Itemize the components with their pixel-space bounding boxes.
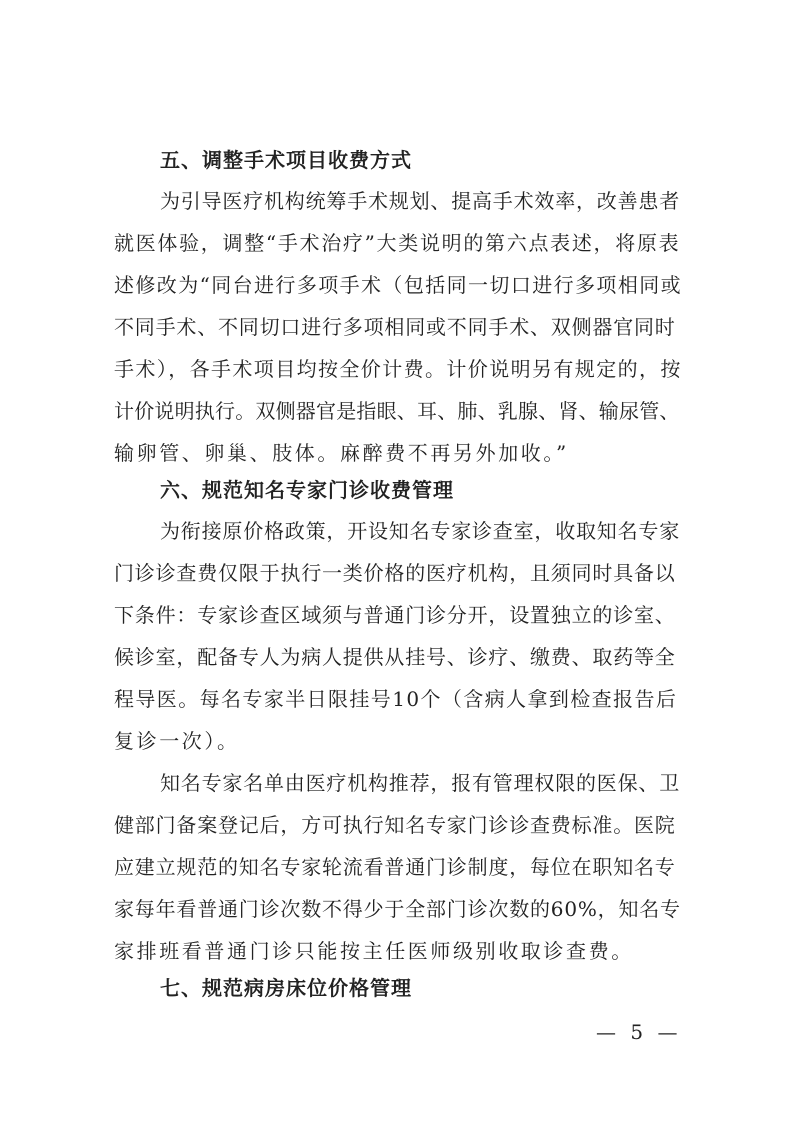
paragraph-line: 就医体验，调整“手术治疗”大类说明的第六点表述，将原表 — [114, 231, 681, 255]
paragraph-line: 应建立规范的知名专家轮流看普通门诊制度，每位在职知名专 — [114, 855, 676, 879]
paragraph-line: 计价说明执行。双侧器官是指眼、耳、肺、乳腺、肾、输尿管、 — [114, 399, 680, 423]
page-number: — 5 — — [596, 1020, 682, 1044]
section-heading-6: 六、规范知名专家门诊收费管理 — [160, 478, 454, 502]
paragraph-line: 下条件：专家诊查区域须与普通门诊分开，设置独立的诊室、 — [114, 603, 676, 627]
section-heading-5: 五、调整手术项目收费方式 — [160, 148, 412, 172]
paragraph-line: 输卵管、卵巢、肢体。麻醉费不再另外加收。” — [114, 441, 569, 465]
paragraph-line: 门诊诊查费仅限于执行一类价格的医疗机构，且须同时具备以 — [114, 561, 676, 585]
paragraph-line: 知名专家名单由医疗机构推荐，报有管理权限的医保、卫 — [160, 771, 680, 795]
paragraph-line: 家排班看普通门诊只能按主任医师级别收取诊查费。 — [114, 939, 634, 963]
paragraph-line: 手术），各手术项目均按全价计费。计价说明另有规定的，按 — [114, 357, 682, 381]
paragraph-line: 为衔接原价格政策，开设知名专家诊查室，收取知名专家 — [160, 519, 680, 543]
paragraph-line: 述修改为“同台进行多项手术（包括同一切口进行多项相同或 — [114, 273, 683, 297]
paragraph-line: 健部门备案登记后，方可执行知名专家门诊诊查费标准。医院 — [114, 813, 676, 837]
paragraph-line: 复诊一次）。 — [114, 729, 240, 753]
paragraph-line: 候诊室，配备专人为病人提供从挂号、诊疗、缴费、取药等全 — [114, 645, 676, 669]
paragraph-line: 程导医。每名专家半日限挂号10个（含病人拿到检查报告后 — [114, 687, 678, 711]
paragraph-line: 不同手术、不同切口进行多项相同或不同手术、双侧器官同时 — [114, 315, 676, 339]
section-heading-7: 七、规范病房床位价格管理 — [160, 976, 412, 1000]
paragraph-line: 为引导医疗机构统筹手术规划、提高手术效率，改善患者 — [160, 189, 680, 213]
paragraph-line: 家每年看普通门诊次数不得少于全部门诊次数的60%，知名专 — [114, 897, 681, 921]
